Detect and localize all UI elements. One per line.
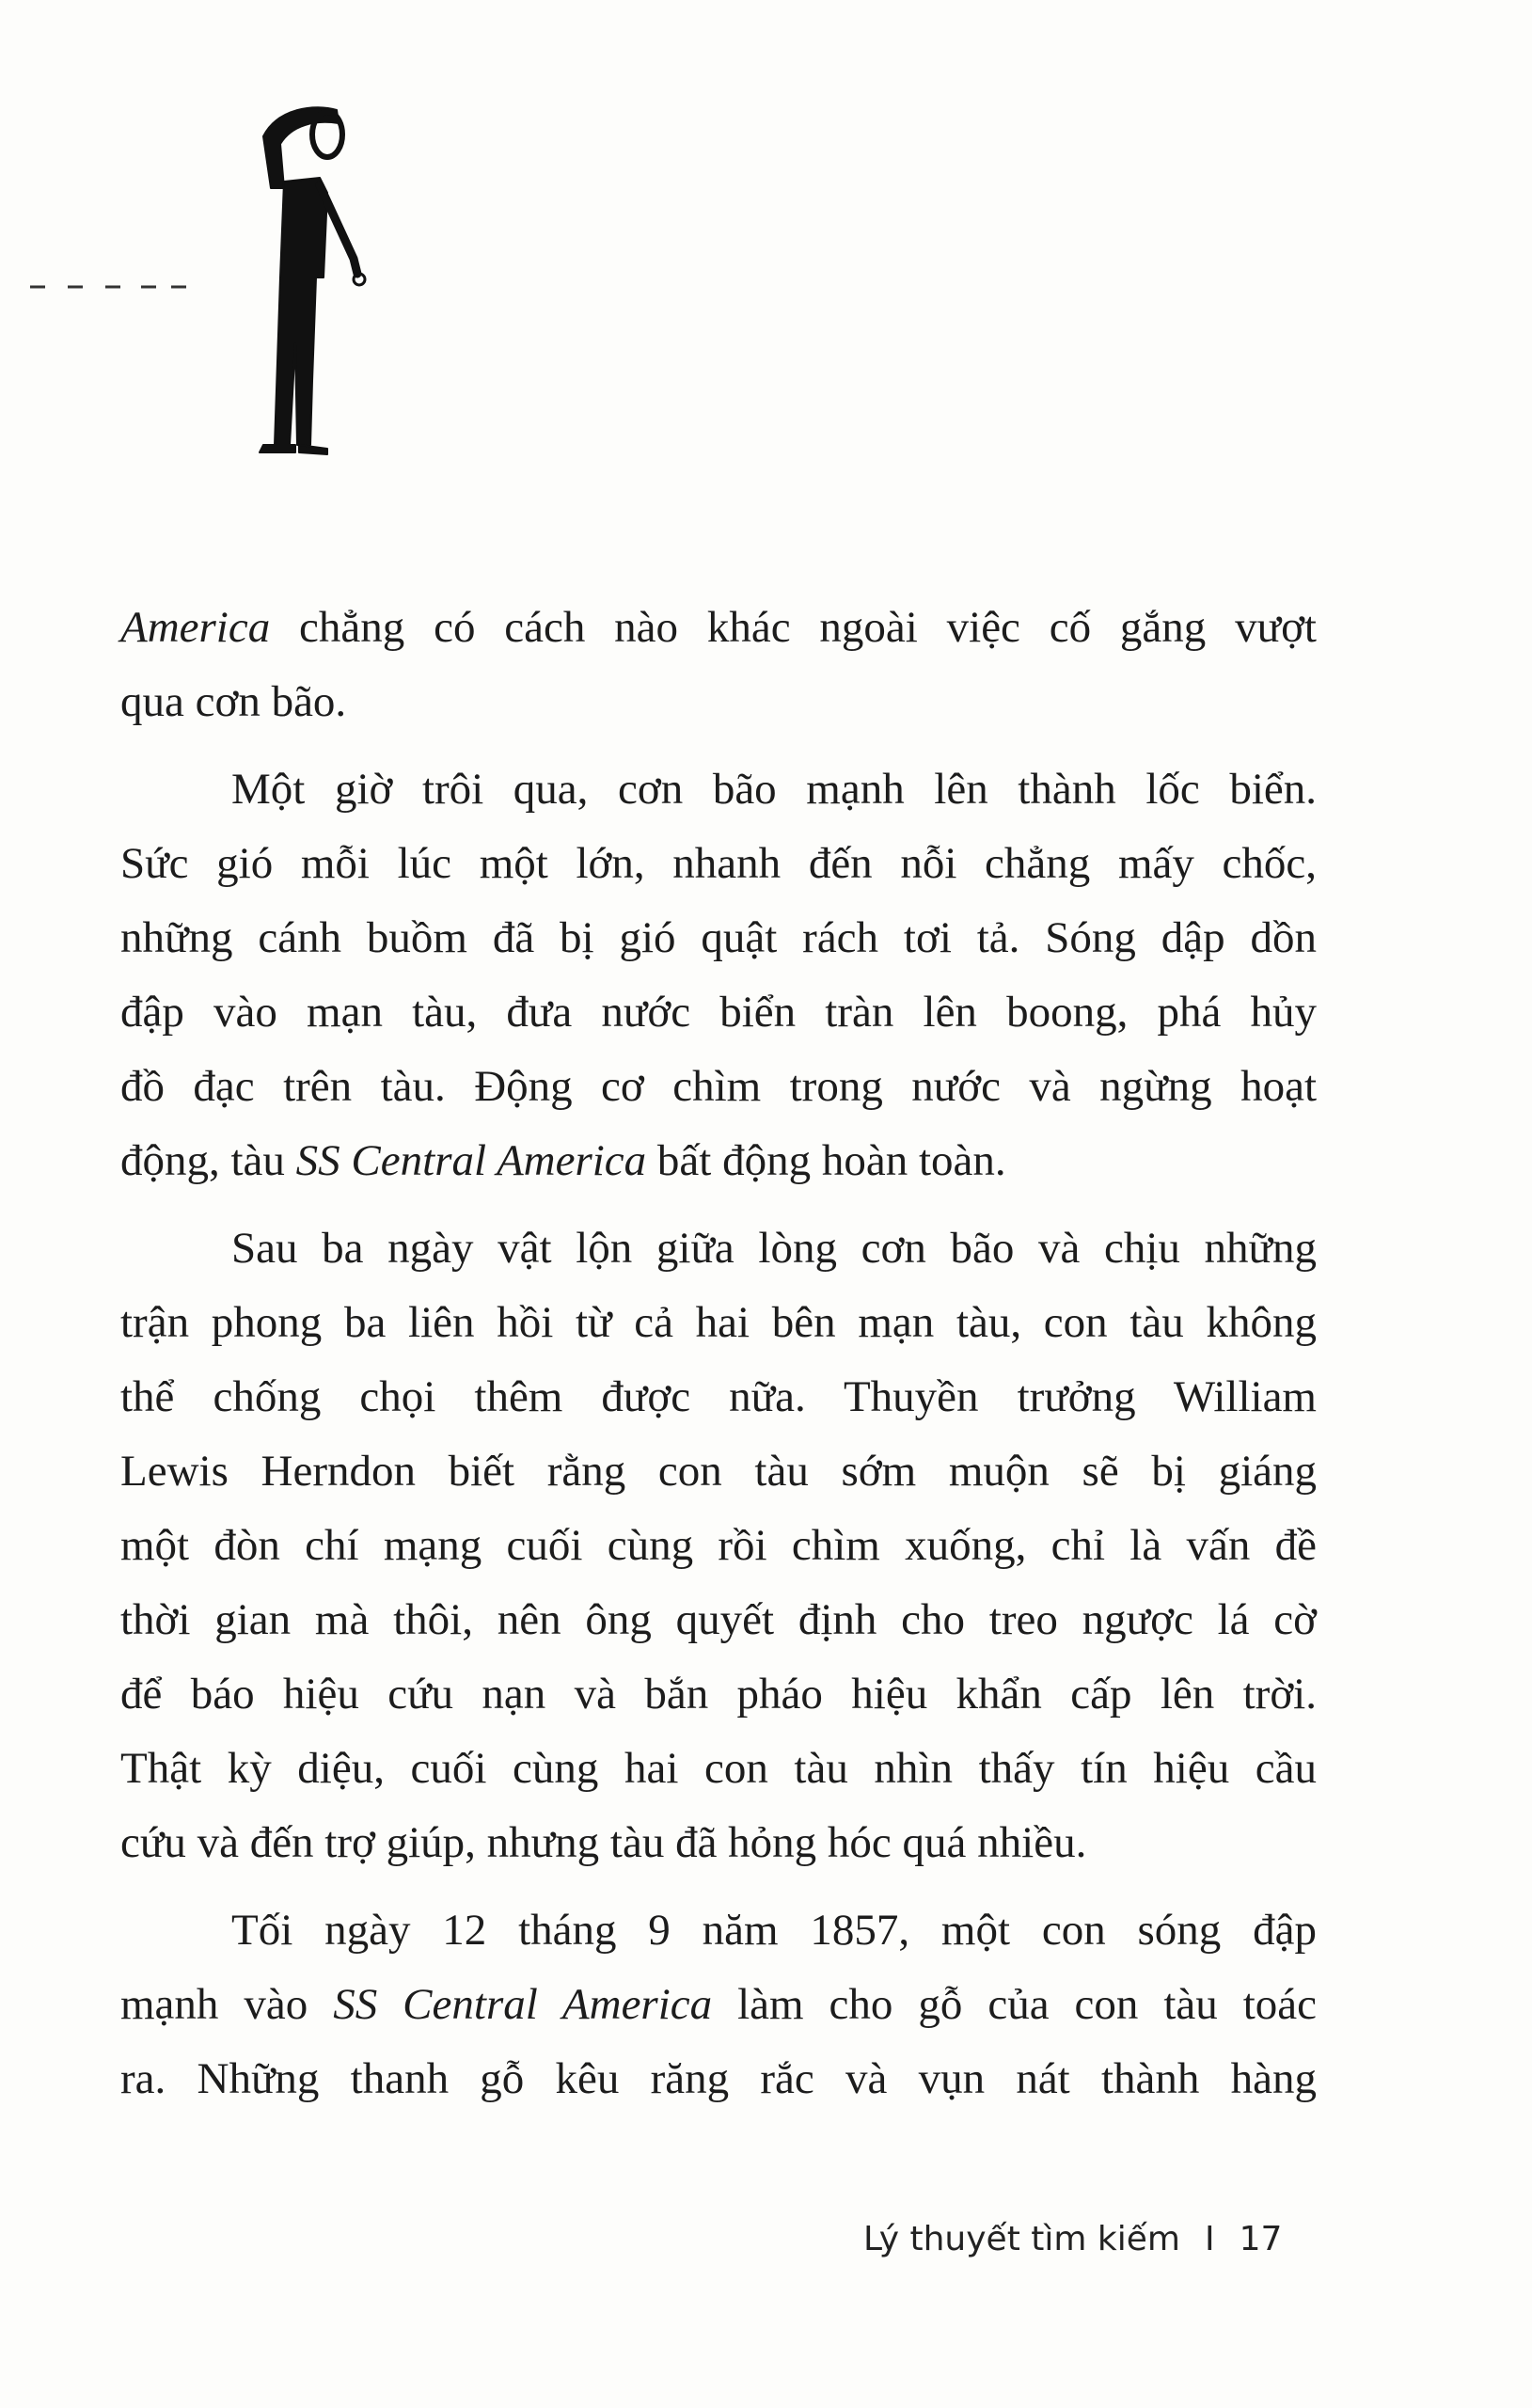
text-line xyxy=(120,901,1317,975)
italic-text: SS Central America xyxy=(295,1136,647,1185)
italic-text: SS Central America xyxy=(333,1980,713,2029)
text-line xyxy=(120,1509,1317,1583)
text-segment: thể chống chọi thêm được nữa. Thuyền trưởng William xyxy=(120,1372,1317,1421)
text-segment: thời gian mà thôi, nên ông quyết định cho treo ngược lá cờ xyxy=(120,1595,1317,1644)
text-line xyxy=(120,827,1317,901)
text-line xyxy=(120,1124,1317,1198)
text-segment: ra. Những thanh gỗ kêu răng rắc và vụn nát thành hàng xyxy=(120,2054,1317,2103)
text-segment: Tối ngày 12 tháng 9 năm 1857, một con sóng đập xyxy=(231,1906,1317,1955)
body-text xyxy=(120,591,1317,2130)
text-segment: làm cho gỗ của con tàu toác xyxy=(712,1980,1318,2029)
text-segment: Thật kỳ diệu, cuối cùng hai con tàu nhìn thấy tín hiệu cầu xyxy=(120,1744,1317,1793)
text-line xyxy=(120,1050,1317,1124)
text-line xyxy=(120,752,1317,827)
text-line xyxy=(120,591,1317,665)
text-segment: bất động hoàn toàn. xyxy=(646,1136,1006,1185)
page-footer xyxy=(863,2220,1282,2258)
text-line xyxy=(120,1212,1317,1286)
running-title: Lý thuyết tìm kiếm xyxy=(863,2220,1180,2258)
paragraph xyxy=(120,752,1317,1198)
dashed-line-decoration xyxy=(28,282,188,292)
text-segment: qua cơn bão. xyxy=(120,677,347,726)
text-line xyxy=(120,1806,1317,1880)
text-segment: Một giờ trôi qua, cơn bão mạnh lên thành lốc biển. xyxy=(231,765,1317,814)
paragraph xyxy=(120,1893,1317,2116)
text-segment: động, tàu xyxy=(120,1136,296,1185)
text-segment: chẳng có cách nào khác ngoài việc cố gắng vượt xyxy=(270,603,1317,652)
text-segment: Sau ba ngày vật lộn giữa lòng cơn bão và chịu những xyxy=(231,1224,1317,1273)
text-line xyxy=(120,1434,1317,1509)
footer-separator: I xyxy=(1204,2220,1215,2258)
text-line xyxy=(120,1968,1317,2042)
text-line xyxy=(120,1732,1317,1806)
text-line xyxy=(120,1657,1317,1732)
text-line xyxy=(120,1360,1317,1434)
text-segment: một đòn chí mạng cuối cùng rồi chìm xuống, chỉ là vấn đề xyxy=(120,1521,1317,1570)
text-line xyxy=(120,1893,1317,1968)
paragraph xyxy=(120,1212,1317,1880)
text-segment: để báo hiệu cứu nạn và bắn pháo hiệu khẩn cấp lên trời. xyxy=(120,1670,1317,1719)
text-segment: những cánh buồm đã bị gió quật rách tơi tả. Sóng dập dồn xyxy=(120,913,1317,962)
text-segment: Sức gió mỗi lúc một lớn, nhanh đến nỗi chẳng mấy chốc, xyxy=(120,839,1317,888)
text-segment: cứu và đến trợ giúp, nhưng tàu đã hỏng hóc quá nhiều. xyxy=(120,1818,1087,1867)
text-line xyxy=(120,2042,1317,2116)
text-line xyxy=(120,1583,1317,1657)
text-segment: mạnh vào xyxy=(120,1980,334,2029)
text-line xyxy=(120,1286,1317,1360)
text-line xyxy=(120,975,1317,1050)
text-segment: đập vào mạn tàu, đưa nước biển tràn lên boong, phá hủy xyxy=(120,988,1317,1037)
stick-figure-illustration xyxy=(226,99,376,456)
text-segment: trận phong ba liên hồi từ cả hai bên mạn tàu, con tàu không xyxy=(120,1298,1317,1347)
text-segment: đồ đạc trên tàu. Động cơ chìm trong nước và ngừng hoạt xyxy=(120,1062,1317,1111)
text-segment: Lewis Herndon biết rằng con tàu sớm muộn sẽ bị giáng xyxy=(120,1447,1317,1496)
page-number: 17 xyxy=(1239,2220,1283,2258)
text-line xyxy=(120,665,1317,739)
paragraph xyxy=(120,591,1317,739)
italic-text: America xyxy=(120,603,271,652)
